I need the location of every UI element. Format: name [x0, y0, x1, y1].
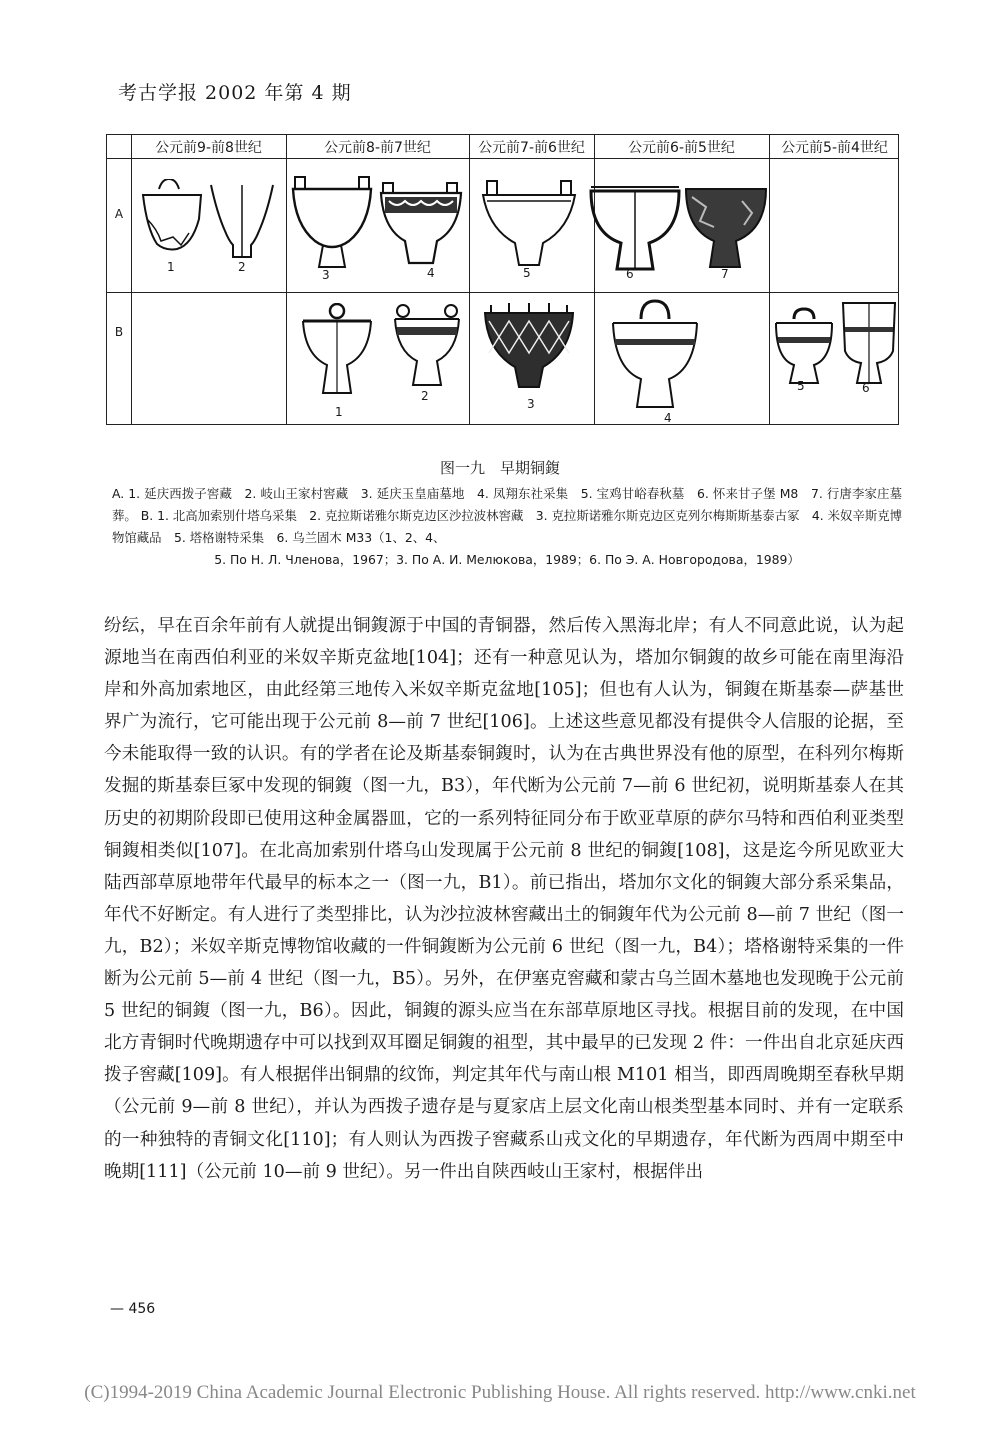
- num-a7: 7: [721, 267, 729, 281]
- figure-header-row: [107, 135, 898, 159]
- figure-caption-text: A. 1. 延庆西拨子窖藏 2. 岐山王家村窖藏 3. 延庆玉皇庙墓地 4. 凤翔东社采集 5. 宝鸡甘峪春秋墓 6. 怀来甘子堡 M8 7. 行唐李家庄墓葬。 B. 1. 北高加索别什塔乌采集 2. 克拉斯诺雅尔斯克边区沙拉波林窖藏 3. 克拉斯诺雅尔斯克边区克列尔梅斯斯基泰古冢 4. 米奴辛斯克博物馆藏品 5. 塔格谢特采集 6. 乌兰固木 M33（1、2、4、: [112, 486, 902, 545]
- vessel-a6: [587, 177, 683, 275]
- vessel-a4: [377, 179, 465, 271]
- num-b2: 2: [421, 389, 429, 403]
- num-a3: 3: [322, 268, 330, 282]
- num-a5: 5: [523, 266, 531, 280]
- figure-caption: [112, 483, 902, 571]
- num-b1: 1: [335, 405, 343, 419]
- period-4: 公元前6-前5世纪: [628, 140, 735, 156]
- num-b4: 4: [664, 411, 672, 425]
- vessel-a3: [289, 175, 375, 273]
- page-number: — 456: [110, 1301, 156, 1317]
- figure-caption-sources: 5. По Н. Л. Членова，1967；3. По А. И. Мелюкова，1989；6. По Э. А. Новгородова，1989）: [214, 552, 800, 567]
- figure-table: [106, 134, 899, 425]
- vessel-a7: [682, 177, 770, 273]
- figure-row-a: [107, 159, 898, 293]
- num-b3: 3: [527, 397, 535, 411]
- vessel-a5: [479, 179, 579, 271]
- figure-row-b: [107, 293, 898, 426]
- body-paragraph: 纷纭，早在百余年前有人就提出铜鍑源于中国的青铜器，然后传入黑海北岸；有人不同意此说，认为起源地当在南西伯利亚的米奴辛斯克盆地[104]；还有一种意见认为，塔加尔铜鍑的故乡可能在南里海沿岸和外高加索地区，由此经第三地传入米奴辛斯克盆地[105]；但也有人认为，铜鍑在斯基泰—萨基世界广为流行，它可能出现于公元前 8—前 7 世纪[106]。上述这些意见都没有提供令人信服的论据，至今未能取得一致的认识。有的学者在论及斯基泰铜鍑时，认为在古典世界没有他的原型，在科列尔梅斯发掘的斯基泰巨冢中发现的铜鍑（图一九，B3），年代断为公元前 7—前 6 世纪初，说明斯基泰人在其历史的初期阶段即已使用这种金属器皿，它的一系列特征同分布于欧亚草原的萨尔马特和西伯利亚类型铜鍑相类似[107]。在北高加索别什塔乌山发现属于公元前 8 世纪的铜鍑[108]，这是迄今所见欧亚大陆西部草原地带年代最早的标本之一（图一九，B1）。前已指出，塔加尔文化的铜鍑大部分系采集品，年代不好断定。有人进行了类型排比，认为沙拉波林窖藏出土的铜鍑年代为公元前 8—前 7 世纪（图一九，B2）；米奴辛斯克博物馆收藏的一件铜鍑断为公元前 6 世纪（图一九，B4）；塔格谢特采集的一件断为公元前 5—前 4 世纪（图一九，B5）。另外，在伊塞克窖藏和蒙古乌兰固木墓地也发现晚于公元前 5 世纪的铜鍑（图一九，B6）。因此，铜鍑的源头应当在东部草原地区寻找。根据目前的发现，在中国北方青铜时代晚期遗存中可以找到双耳圈足铜鍑的祖型，其中最早的已发现 2 件：一件出自北京延庆西拨子窖藏[109]。有人根据伴出铜鼎的纹饰，判定其年代与南山根 M101 相当，即西周晚期至春秋早期（公元前 9—前 8 世纪），并认为西拨子遗存是与夏家店上层文化南山根类型基本同时、并有一定联系的一种独特的青铜文化[110]；有人则认为西拨子窖藏系山戎文化的早期遗存，年代断为西周中期至中晚期[111]（公元前 10—前 9 世纪）。另一件出自陕西岐山王家村，根据伴出: [104, 616, 904, 1182]
- figure-title: 图一九 早期铜鍑: [439, 459, 560, 477]
- num-b6: 6: [862, 381, 870, 395]
- row-label-b: B: [114, 325, 124, 339]
- num-a4: 4: [427, 266, 435, 280]
- vessel-a1: [137, 179, 207, 264]
- period-5: 公元前5-前4世纪: [781, 140, 888, 156]
- running-header: 考古学报 2002 年第 4 期: [118, 82, 352, 104]
- vessel-b4: [607, 299, 703, 415]
- period-1: 公元前9-前8世纪: [155, 140, 262, 156]
- vessel-b1: [297, 303, 377, 403]
- copyright-footer: (C)1994-2019 China Academic Journal Electronic Publishing House. All rights reserved. http://www.cnki.net: [84, 1382, 916, 1403]
- vessel-b6: [839, 297, 899, 391]
- num-a1: 1: [167, 260, 175, 274]
- vessel-b3: [479, 299, 579, 395]
- period-2: 公元前8-前7世纪: [324, 140, 431, 156]
- vessel-a2: [207, 183, 277, 263]
- vessel-b2: [389, 301, 465, 401]
- num-a6: 6: [626, 267, 634, 281]
- num-b5: 5: [797, 379, 805, 393]
- body-text: [104, 610, 904, 1188]
- row-label-a: A: [114, 207, 124, 221]
- period-3: 公元前7-前6世纪: [478, 140, 585, 156]
- num-a2: 2: [238, 260, 246, 274]
